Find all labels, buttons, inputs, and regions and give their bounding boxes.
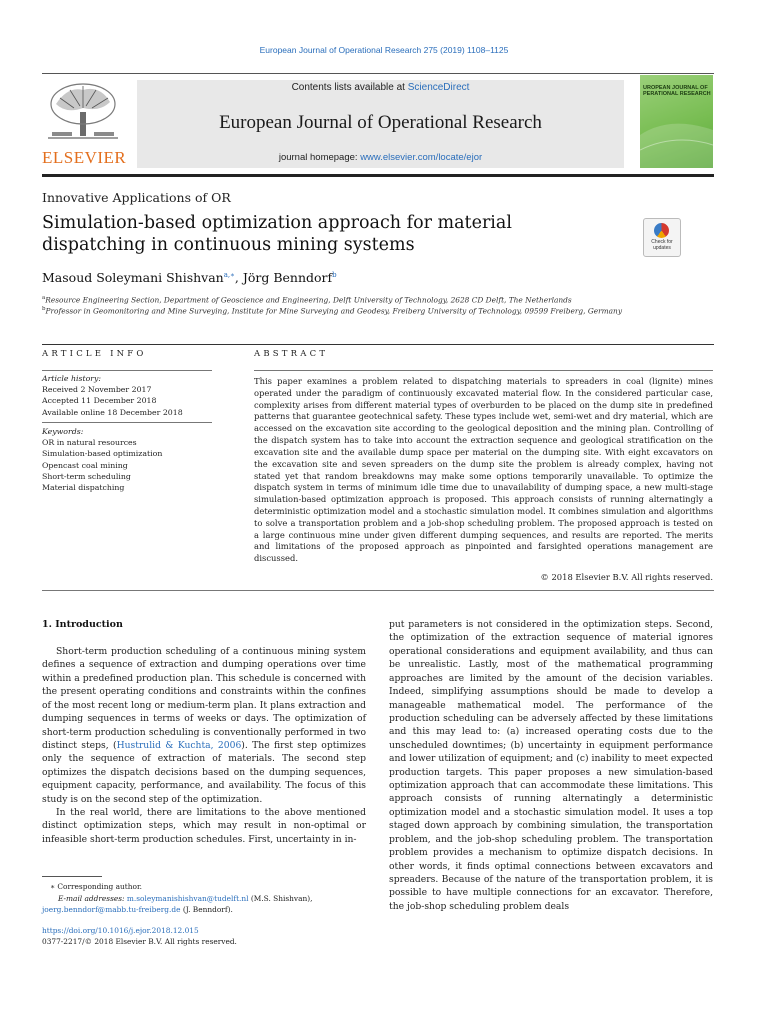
- email-line-2: [42, 904, 233, 916]
- article-section-type: Innovative Applications of OR: [42, 190, 231, 205]
- history-accepted: Accepted 11 December 2018: [42, 396, 157, 406]
- abstract-text: This paper examines a problem related to dispatching materials to spreaders in coal (lignite) mines operated under the paradigm of continuously excavated material flow. In the considered particular case, complexity arises from different material types of overburden to be placed on the dump site in predefined patterns that guarantee geotechnical safety. These types include wet, semi-wet and dry material, which are accessed on the excavation site according to the geological deposition and the mining plan. Controlling of the dispatch system has to take into account the extraction sequence and geological stratification on the excavation site and the available dump space per material on the dumping site. With eight excavators on the excavation site and seven spreaders on the dump site the problem is already complex, having not stated yet that random breakdowns may make some options temporarily unavailable. To optimize the dispatch system in terms of minimum idle time due to unavailability of dumping space, a new multi-stage simulation-based optimization approach is proposed. This approach consists of running alternatingly a deterministic optimization model and a stochastic simulation model. It combines simulation and algorithms to solve a transportation problem and a job-shop scheduling problem. The proposed approach is tested on a large continuous mine under given different dumping sequences, and results are reported. The merits and limitations of the proposed approach as pinpointed and farsighted operations management are discussed.: [254, 376, 713, 564]
- abstract-copyright: © 2018 Elsevier B.V. All rights reserved.: [540, 572, 713, 582]
- author-affil-marks[interactable]: b: [332, 270, 337, 279]
- doi-link[interactable]: https://doi.org/10.1016/j.ejor.2018.12.015: [42, 926, 199, 935]
- abstract-bottom-rule: [42, 590, 714, 591]
- author-separator: ,: [234, 270, 243, 285]
- keyword-item: Material dispatching: [42, 483, 125, 493]
- sciencedirect-link[interactable]: ScienceDirect: [407, 82, 470, 93]
- corresponding-mark: ∗: [50, 882, 56, 891]
- body-column-right: [389, 618, 713, 913]
- journal-citation[interactable]: European Journal of Operational Research 275 (2019) 1108–1125: [259, 45, 509, 55]
- journal-cover-thumbnail[interactable]: [640, 75, 713, 168]
- body-paragraph: In the real world, there are limitations to the above mentioned distinct optimization steps, which may result in non-optimal or infeasible short-term production schedules. First, uncertainty in in-: [42, 807, 366, 845]
- paper-title: Simulation-based optimization approach for material dispatching in continuous mining systems: [42, 213, 512, 255]
- history-label: Article history:: [42, 374, 102, 383]
- footnote-rule: [42, 876, 102, 877]
- history-received: Received 2 November 2017: [42, 385, 152, 395]
- corresponding-author-note: [50, 881, 142, 893]
- keywords-label: Keywords:: [42, 427, 84, 436]
- email-link-benndorf[interactable]: joerg.benndorf@mabb.tu-freiberg.de: [42, 905, 181, 914]
- body-paragraph: put parameters is not considered in the optimization steps. Second, the optimization of the extraction sequence of material ignores operational considerations and equipment availability, and thus can be unrealistic. Lastly, most of the mathematical programming approaches are limited by the amount of the decision variables. Indeed, simplifying assumptions should be made to develop a manageable mathematical model. The performance of the production scheduling can be adversely affected by these limitations and this may lead to: (a) increased operating costs due to the unscheduled downtimes; (b) uncertainty in equipment performance and lower utilization of equipment; and (c) inability to meet expected production targets. This paper proposes a new simulation-based optimization approach that can accommodate these limitations. This approach consists of running alternatingly a deterministic optimization model and a stochastic simulation model. It uses a top staged down approach by combining simulation, the transportation problem, and the job-shop scheduling problem. The transportation problem provides a mechanism to optimize dispatch decisions. In other words, it finds optimal connections between excavators and spreaders. Because of the nature of the transportation problem, it is possible to have multiple connections for an excavator. Therefore, the job-shop scheduling problem deals: [389, 619, 713, 912]
- email-owner: (J. Benndorf).: [180, 905, 233, 914]
- affiliation-text: Professor in Geomonitoring and Mine Surveying, Institute for Mine Surveying and Geodesy, Freiberg University of Technology, 09599 Freiberg, Germany: [45, 306, 622, 316]
- elsevier-wordmark: ELSEVIER: [42, 148, 127, 167]
- keyword-item: OR in natural resources: [42, 438, 137, 448]
- email-owner: (M.S. Shishvan),: [248, 894, 313, 903]
- paragraph-text: ). The first step optimizes only the sequence of extraction of materials. The second step optimizes the dispatch decisions based on the dumping sequences, equipment capacity, performance, and availability. The focus of this study is on the second step of the optimization.: [42, 739, 366, 805]
- email-link-shishvan[interactable]: m.soleymanishishvan@tudelft.nl: [126, 894, 249, 903]
- cover-title: UROPEAN JOURNAL OF PERATIONAL RESEARCH: [643, 85, 711, 97]
- body-column-left: [42, 645, 366, 846]
- check-updates-icon: [654, 223, 669, 238]
- info-top-rule: [42, 344, 714, 345]
- author-affil-marks[interactable]: a,∗: [223, 270, 235, 279]
- affiliation-b: [42, 306, 622, 315]
- paragraph-text: Short-term production scheduling of a continuous mining system defines a sequence of extraction and dumping operations over time within a predefined production plan. This schedule is concerned with the present operating conditions and constraints within the confines of the most recent long or medium-term plan. It plans extraction and dumping sequences in terms of weeks or days. The optimization of short-term production scheduling is conventionally performed in two distinct steps, (: [42, 646, 366, 751]
- elsevier-tree-icon: [46, 82, 120, 140]
- keyword-item: Short-term scheduling: [42, 471, 131, 481]
- keywords-list: [42, 426, 212, 493]
- check-updates-label: Check for updates: [651, 239, 673, 251]
- keyword-item: Opencast coal mining: [42, 460, 128, 470]
- history-keywords-rule: [42, 422, 212, 423]
- author-list: [42, 270, 337, 285]
- check-for-updates-button[interactable]: [643, 218, 681, 257]
- affiliation-mark: a: [42, 295, 46, 301]
- citation-link[interactable]: Hustrulid & Kuchta, 2006: [116, 739, 242, 751]
- contents-prefix: Contents lists available at: [291, 82, 408, 93]
- cover-graphic-icon: [640, 75, 713, 168]
- author-name[interactable]: Jörg Benndorf: [242, 270, 333, 285]
- contents-line: [137, 82, 624, 93]
- journal-name: European Journal of Operational Research: [219, 112, 542, 133]
- affiliation-a: [42, 295, 572, 304]
- elsevier-logo: [42, 80, 127, 168]
- issn-line: 0377-2217/© 2018 Elsevier B.V. All rights reserved.: [42, 937, 237, 946]
- affiliation-mark: b: [42, 306, 46, 312]
- corresponding-text: Corresponding author.: [57, 882, 143, 891]
- abstract-header-rule: [254, 370, 713, 371]
- homepage-prefix: journal homepage:: [278, 152, 361, 163]
- masthead-top-rule: [42, 73, 714, 74]
- abstract-heading: ABSTRACT: [254, 349, 329, 359]
- affiliation-text: Resource Engineering Section, Department of Geoscience and Engineering, Delft University of Technology, 2628 CD Delft, The Netherlands: [45, 295, 572, 305]
- section-heading-introduction: 1. Introduction: [42, 619, 123, 630]
- history-online: Available online 18 December 2018: [42, 407, 183, 417]
- journal-homepage-link[interactable]: www.elsevier.com/locate/ejor: [360, 152, 483, 163]
- email-label: E-mail addresses:: [58, 894, 127, 903]
- homepage-line: [137, 152, 624, 163]
- article-info-heading: ARTICLE INFO: [42, 349, 147, 359]
- keyword-item: Simulation-based optimization: [42, 449, 163, 459]
- article-history: [42, 373, 212, 418]
- author-name[interactable]: Masoud Soleymani Shishvan: [42, 270, 224, 285]
- masthead-bottom-rule: [42, 174, 714, 177]
- info-header-rule: [42, 370, 212, 371]
- body-paragraph: [42, 645, 366, 806]
